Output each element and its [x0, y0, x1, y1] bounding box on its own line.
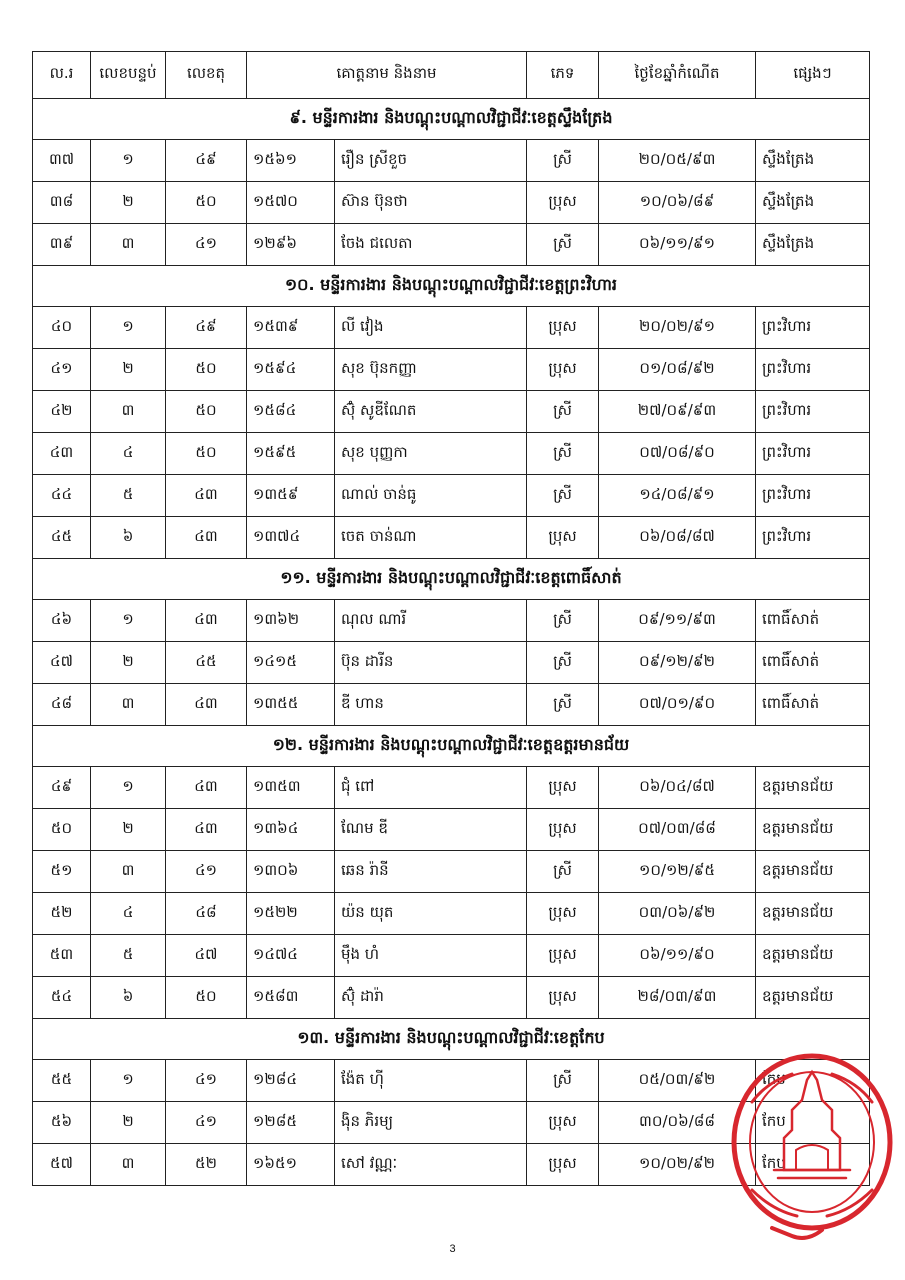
cell-name: ស៊ាន ប៊ុនថា [335, 182, 527, 224]
cell-dob: ០៩/១១/៩៣ [599, 600, 756, 642]
cell-no: ៥២ [33, 893, 91, 935]
cell-no: ៤៩ [33, 767, 91, 809]
header-dob: ថ្ងៃខែឆ្នាំកំណើត [599, 52, 756, 99]
table-row [33, 893, 870, 935]
cell-id: ១៣៦២ [247, 600, 335, 642]
cell-room: ៣ [91, 1144, 166, 1186]
cell-gender: ប្រុស [527, 517, 599, 559]
section-header-row [33, 99, 870, 140]
page-number: 3 [449, 1243, 456, 1255]
cell-no: ៤៤ [33, 475, 91, 517]
cell-gender: ស្រី [527, 851, 599, 893]
header-gender: ភេទ [527, 52, 599, 99]
cell-other: ពោធិ៍សាត់ [756, 642, 870, 684]
cell-no: ៥៦ [33, 1102, 91, 1144]
cell-name: ជុំ ពៅ [335, 767, 527, 809]
cell-other: ព្រះវិហារ [756, 349, 870, 391]
cell-id: ១៥៩៥ [247, 433, 335, 475]
cell-gender: ស្រី [527, 475, 599, 517]
table-row [33, 642, 870, 684]
section-title: ១១. មន្ទីរការងារ និងបណ្តុះបណ្តាលវិជ្ជាជីវៈខេត្តពោធិ៍សាត់ [33, 559, 870, 600]
cell-id: ១៥៨៣ [247, 977, 335, 1019]
cell-table: ៤៣ [166, 767, 247, 809]
cell-no: ៥៥ [33, 1060, 91, 1102]
cell-dob: ២៧/០៩/៩៣ [599, 391, 756, 433]
cell-dob: ១០/០២/៩២ [599, 1144, 756, 1186]
table-row [33, 1102, 870, 1144]
table-row [33, 433, 870, 475]
cell-gender: ស្រី [527, 684, 599, 726]
cell-name: សៅ វណ្ណៈ [335, 1144, 527, 1186]
cell-name: ឌី ហាន [335, 684, 527, 726]
cell-dob: ២០/០៥/៩៣ [599, 140, 756, 182]
cell-no: ៣៨ [33, 182, 91, 224]
table-row [33, 307, 870, 349]
cell-room: ១ [91, 307, 166, 349]
cell-name: ណាល់ ចាន់ធូ [335, 475, 527, 517]
header-row [33, 52, 870, 99]
table-row [33, 809, 870, 851]
table-row [33, 851, 870, 893]
cell-other: ព្រះវិហារ [756, 433, 870, 475]
cell-no: ៤៧ [33, 642, 91, 684]
cell-id: ១៥៦១ [247, 140, 335, 182]
cell-dob: ០៣/០៦/៩២ [599, 893, 756, 935]
cell-name: សុខ ប៊ុនកញ្ញា [335, 349, 527, 391]
cell-id: ១៥៣៩ [247, 307, 335, 349]
cell-table: ៤៧ [166, 935, 247, 977]
cell-no: ៥០ [33, 809, 91, 851]
section-title: ៩. មន្ទីរការងារ និងបណ្តុះបណ្តាលវិជ្ជាជីវៈខេត្តស្ទឹងត្រែង [33, 99, 870, 140]
table-row [33, 349, 870, 391]
table-row [33, 224, 870, 266]
cell-room: ២ [91, 1102, 166, 1144]
cell-id: ១៥៨៤ [247, 391, 335, 433]
cell-room: ២ [91, 809, 166, 851]
cell-gender: ប្រុស [527, 893, 599, 935]
cell-id: ១៣៦៤ [247, 809, 335, 851]
cell-id: ១២៩៦ [247, 224, 335, 266]
cell-id: ១៣៥៥ [247, 684, 335, 726]
cell-gender: ស្រី [527, 391, 599, 433]
cell-table: ៤៣ [166, 684, 247, 726]
cell-other: ស្ទឹងត្រែង [756, 140, 870, 182]
cell-gender: ប្រុស [527, 809, 599, 851]
cell-no: ៤៣ [33, 433, 91, 475]
cell-id: ១២៨៤ [247, 1060, 335, 1102]
cell-table: ៤៩ [166, 307, 247, 349]
cell-name: ស៊ុំ សូឌីណែត [335, 391, 527, 433]
cell-no: ៤៦ [33, 600, 91, 642]
cell-table: ៥០ [166, 977, 247, 1019]
cell-gender: ប្រុស [527, 935, 599, 977]
cell-other: កែប [756, 1144, 870, 1186]
cell-room: ២ [91, 349, 166, 391]
cell-table: ៤១ [166, 224, 247, 266]
table-row [33, 475, 870, 517]
cell-other: កែប [756, 1060, 870, 1102]
cell-gender: ស្រី [527, 224, 599, 266]
cell-gender: ស្រី [527, 433, 599, 475]
cell-table: ៤៣ [166, 475, 247, 517]
cell-gender: ស្រី [527, 1060, 599, 1102]
cell-dob: ៣០/០៦/៨៨ [599, 1102, 756, 1144]
cell-room: ២ [91, 182, 166, 224]
cell-id: ១៥៧០ [247, 182, 335, 224]
cell-gender: ប្រុស [527, 977, 599, 1019]
cell-room: ១ [91, 600, 166, 642]
cell-other: ពោធិ៍សាត់ [756, 684, 870, 726]
cell-name: ចេត ចាន់ណា [335, 517, 527, 559]
cell-name: ម៉ឹង ហំ [335, 935, 527, 977]
cell-dob: ០១/០៨/៩២ [599, 349, 756, 391]
cell-room: ៤ [91, 893, 166, 935]
cell-room: ៣ [91, 851, 166, 893]
header-table: លេខតុ [166, 52, 247, 99]
cell-other: ពោធិ៍សាត់ [756, 600, 870, 642]
cell-dob: ០៦/០៤/៨៧ [599, 767, 756, 809]
cell-other: ស្ទឹងត្រែង [756, 182, 870, 224]
cell-name: ចែង ជលេតា [335, 224, 527, 266]
cell-table: ៥០ [166, 391, 247, 433]
cell-no: ៥១ [33, 851, 91, 893]
cell-room: ៣ [91, 684, 166, 726]
cell-no: ៥៧ [33, 1144, 91, 1186]
cell-dob: ០៦/១១/៩១ [599, 224, 756, 266]
cell-other: ស្ទឹងត្រែង [756, 224, 870, 266]
section-header-row [33, 726, 870, 767]
cell-no: ៣៩ [33, 224, 91, 266]
cell-room: ៦ [91, 977, 166, 1019]
cell-other: កែប [756, 1102, 870, 1144]
cell-name: លី វៀង [335, 307, 527, 349]
cell-dob: ០៦/០៨/៨៧ [599, 517, 756, 559]
cell-dob: ១០/១២/៩៥ [599, 851, 756, 893]
cell-dob: ២០/០២/៩១ [599, 307, 756, 349]
cell-room: ១ [91, 140, 166, 182]
cell-gender: ប្រុស [527, 1102, 599, 1144]
cell-name: ង៉ែត ហ៊ី [335, 1060, 527, 1102]
cell-other: ព្រះវិហារ [756, 475, 870, 517]
cell-table: ៤៨ [166, 893, 247, 935]
cell-id: ១៦៥១ [247, 1144, 335, 1186]
cell-id: ១៣៥៣ [247, 767, 335, 809]
header-id: គោត្តនាម និងនាម [247, 52, 527, 99]
cell-other: ឧត្តរមានជ័យ [756, 809, 870, 851]
cell-other: ឧត្តរមានជ័យ [756, 893, 870, 935]
table-row [33, 1144, 870, 1186]
cell-gender: ស្រី [527, 642, 599, 684]
cell-gender: ប្រុស [527, 1144, 599, 1186]
header-other: ផ្សេងៗ [756, 52, 870, 99]
cell-other: ព្រះវិហារ [756, 517, 870, 559]
cell-table: ៤៣ [166, 517, 247, 559]
section-title: ១៣. មន្ទីរការងារ និងបណ្តុះបណ្តាលវិជ្ជាជីវៈខេត្តកែប [33, 1019, 870, 1060]
cell-no: ៤៨ [33, 684, 91, 726]
table-row [33, 182, 870, 224]
cell-dob: ០៦/១១/៩០ [599, 935, 756, 977]
section-title: ១២. មន្ទីរការងារ និងបណ្តុះបណ្តាលវិជ្ជាជីវៈខេត្តឧត្តរមានជ័យ [33, 726, 870, 767]
cell-table: ៥០ [166, 433, 247, 475]
cell-table: ៤៥ [166, 642, 247, 684]
cell-room: ៥ [91, 475, 166, 517]
roster-body [33, 99, 870, 1186]
cell-no: ៤០ [33, 307, 91, 349]
cell-table: ៥០ [166, 182, 247, 224]
cell-dob: ១៤/០៨/៩១ [599, 475, 756, 517]
table-row [33, 391, 870, 433]
cell-no: ៥៣ [33, 935, 91, 977]
cell-name: ឆេន រ៉ានី [335, 851, 527, 893]
cell-room: ១ [91, 1060, 166, 1102]
cell-dob: ០៧/០៣/៨៨ [599, 809, 756, 851]
table-row [33, 600, 870, 642]
cell-id: ១៥២២ [247, 893, 335, 935]
cell-name: រឿន ស្រីខួច [335, 140, 527, 182]
cell-table: ៤៣ [166, 809, 247, 851]
cell-dob: ២៨/០៣/៩៣ [599, 977, 756, 1019]
cell-id: ១៣៥៩ [247, 475, 335, 517]
cell-id: ១៣៧៤ [247, 517, 335, 559]
cell-other: ឧត្តរមានជ័យ [756, 977, 870, 1019]
cell-name: ង៉ិន ភិរម្យ [335, 1102, 527, 1144]
section-header-row [33, 266, 870, 307]
section-header-row [33, 559, 870, 600]
table-row [33, 977, 870, 1019]
table-row [33, 517, 870, 559]
cell-room: ៣ [91, 224, 166, 266]
cell-dob: ០៧/០១/៩០ [599, 684, 756, 726]
cell-room: ៥ [91, 935, 166, 977]
cell-no: ៤១ [33, 349, 91, 391]
cell-room: ២ [91, 642, 166, 684]
table-row [33, 1060, 870, 1102]
header-no: ល.រ [33, 52, 91, 99]
cell-table: ៥០ [166, 349, 247, 391]
cell-dob: ០៩/១២/៩២ [599, 642, 756, 684]
cell-gender: ប្រុស [527, 182, 599, 224]
cell-dob: ០៥/០៣/៩២ [599, 1060, 756, 1102]
cell-name: សុខ បុញ្ញកា [335, 433, 527, 475]
cell-id: ១៤១៥ [247, 642, 335, 684]
cell-table: ៤១ [166, 1060, 247, 1102]
cell-no: ៤២ [33, 391, 91, 433]
cell-dob: ១០/០៦/៨៩ [599, 182, 756, 224]
cell-name: ណុល ណារី [335, 600, 527, 642]
table-row [33, 767, 870, 809]
cell-no: ៥៤ [33, 977, 91, 1019]
cell-dob: ០៧/០៨/៩០ [599, 433, 756, 475]
cell-gender: ប្រុស [527, 349, 599, 391]
header-room: លេខបន្ទប់ [91, 52, 166, 99]
cell-id: ១៣០៦ [247, 851, 335, 893]
cell-gender: ប្រុស [527, 767, 599, 809]
cell-other: ព្រះវិហារ [756, 391, 870, 433]
cell-no: ៤៥ [33, 517, 91, 559]
cell-no: ៣៧ [33, 140, 91, 182]
cell-gender: ប្រុស [527, 307, 599, 349]
cell-name: ណែម ឌី [335, 809, 527, 851]
table-row [33, 140, 870, 182]
cell-table: ៤៣ [166, 600, 247, 642]
cell-other: ឧត្តរមានជ័យ [756, 767, 870, 809]
table-row [33, 684, 870, 726]
cell-table: ៥២ [166, 1144, 247, 1186]
cell-name: ប៊ុន ដារីន [335, 642, 527, 684]
cell-id: ១៥៩៤ [247, 349, 335, 391]
cell-id: ១៤៧៤ [247, 935, 335, 977]
cell-gender: ស្រី [527, 600, 599, 642]
cell-gender: ស្រី [527, 140, 599, 182]
cell-id: ១២៨៥ [247, 1102, 335, 1144]
section-header-row [33, 1019, 870, 1060]
cell-other: ឧត្តរមានជ័យ [756, 851, 870, 893]
cell-room: ៤ [91, 433, 166, 475]
cell-room: ៦ [91, 517, 166, 559]
cell-other: ឧត្តរមានជ័យ [756, 935, 870, 977]
cell-name: ស៊ុំ ដារ៉ា [335, 977, 527, 1019]
cell-table: ៤១ [166, 851, 247, 893]
cell-room: ៣ [91, 391, 166, 433]
cell-table: ៤៩ [166, 140, 247, 182]
table-row [33, 935, 870, 977]
cell-other: ព្រះវិហារ [756, 307, 870, 349]
cell-table: ៤១ [166, 1102, 247, 1144]
cell-name: យ៉ន យុត [335, 893, 527, 935]
candidate-roster-table [32, 51, 870, 1186]
section-title: ១០. មន្ទីរការងារ និងបណ្តុះបណ្តាលវិជ្ជាជីវៈខេត្តព្រះវិហារ [33, 266, 870, 307]
cell-room: ១ [91, 767, 166, 809]
